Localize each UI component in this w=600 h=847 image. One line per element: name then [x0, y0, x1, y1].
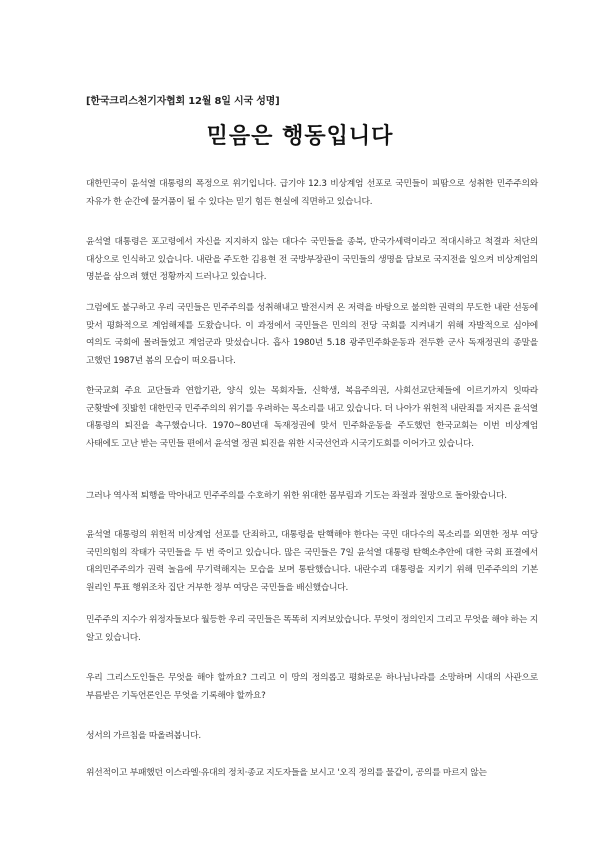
paragraph-2: 윤석열 대통령은 포고령에서 자신을 지지하지 않는 대다수 국민들을 종북, 반국가세력이라고 적대시하고 척결과 처단의 대상으로 인식하고 있습니다. 내란을 주도한 김용현 전 국방부장관이 국민들의 생명을 담보로 국지전을 일으켜 비상계엄의 명분을 삼으려 했던 정황까지 드러나고 있습니다.: [86, 237, 538, 283]
paragraph-3: 그럼에도 불구하고 우리 국민들은 민주주의를 성취해내고 발전시켜 온 저력을 바탕으로 불의한 권력의 무도한 내란 선동에 맞서 평화적으로 계엄해제를 도왔습니다. 이 과정에서 국민들은 민의의 전당 국회를 지켜내기 위해 자발적으로 심야에 여의도 국회에 몰려들었고 계엄군과 맞섰습니다. 흡사 1980년 5.18 광주민주화운동과 전두환 군사 독재정권의 종말을 고했던 1987년 봄의 모습이 떠오릅니다.: [86, 303, 538, 366]
page-title: 믿음은 행동입니다: [206, 124, 394, 149]
paragraph-10: 위선적이고 부패했던 이스라엘·유대의 정치·종교 지도자들을 보시고 '오직 정의를 물같이, 공의를 마르지 않는: [86, 768, 487, 778]
paragraph-1: 대한민국이 윤석열 대통령의 폭정으로 위기입니다. 급기야 12.3 비상계엄 선포로 국민들이 피땀으로 성취한 민주주의와 자유가 한 순간에 물거품이 될 수 있다는 믿기 힘든 현실에 직면하고 있습니다.: [86, 179, 538, 207]
statement-header-tag: [한국크리스천기자협회 12월 8일 시국 성명]: [86, 96, 280, 107]
paragraph-9: 성서의 가르침을 따올려봅니다.: [86, 731, 201, 741]
paragraph-4: 한국교회 주요 교단들과 연합기관, 양식 있는 목회자들, 신학생, 복음주의권, 사회선교단체들에 이르기까지 잇따라 군홧발에 짓밟힌 대한민국 민주주의의 위기를 우려하는 목소리를 내고 있습니다. 더 나아가 위헌적 내란죄를 저지른 윤석열 대통령의 퇴진을 촉구했습니다. 1970~80년대 독재정권에 맞서 민주화운동을 주도했던 한국교회는 이번 비상계엄 사태에도 고난 받는 국민들 편에서 윤석열 정권 퇴진을 위한 시국선언과 시국기도회를 이어가고 있습니다.: [86, 386, 538, 449]
paragraph-8: 우리 그리스도인들은 무엇을 해야 할까요? 그리고 이 땅의 정의롭고 평화로운 하나님나라를 소망하며 시대의 사관으로 부름받은 기독언론인은 무엇을 기록해야 할까요?: [86, 673, 538, 701]
paragraph-7: 민주주의 지수가 위정자들보다 월등한 우리 국민들은 똑똑히 지켜보았습니다. 무엇이 정의인지 그리고 무엇을 해야 하는 지 알고 있습니다.: [86, 615, 538, 643]
paragraph-6: 윤석열 대통령의 위헌적 비상계엄 선포를 단죄하고, 대통령을 탄핵해야 한다는 국민 대다수의 목소리를 외면한 정부 여당 국민의힘의 작태가 국민들을 두 번 죽이고 있습니다. 많은 국민들은 7일 윤석열 대통령 탄핵소추안에 대한 국회 표결에서 대의민주주의가 권력 놀음에 무기력해지는 모습을 보며 통탄했습니다. 내란수괴 대통령을 지키기 위해 민주주의의 기본 원리인 투표 행위조차 집단 거부한 정부 여당은 국민들을 배신했습니다.: [86, 530, 538, 593]
paragraph-5: 그러나 역사적 퇴행을 막아내고 민주주의를 수호하기 위한 위대한 몸부림과 기도는 좌절과 절망으로 돌아왔습니다.: [86, 491, 507, 501]
